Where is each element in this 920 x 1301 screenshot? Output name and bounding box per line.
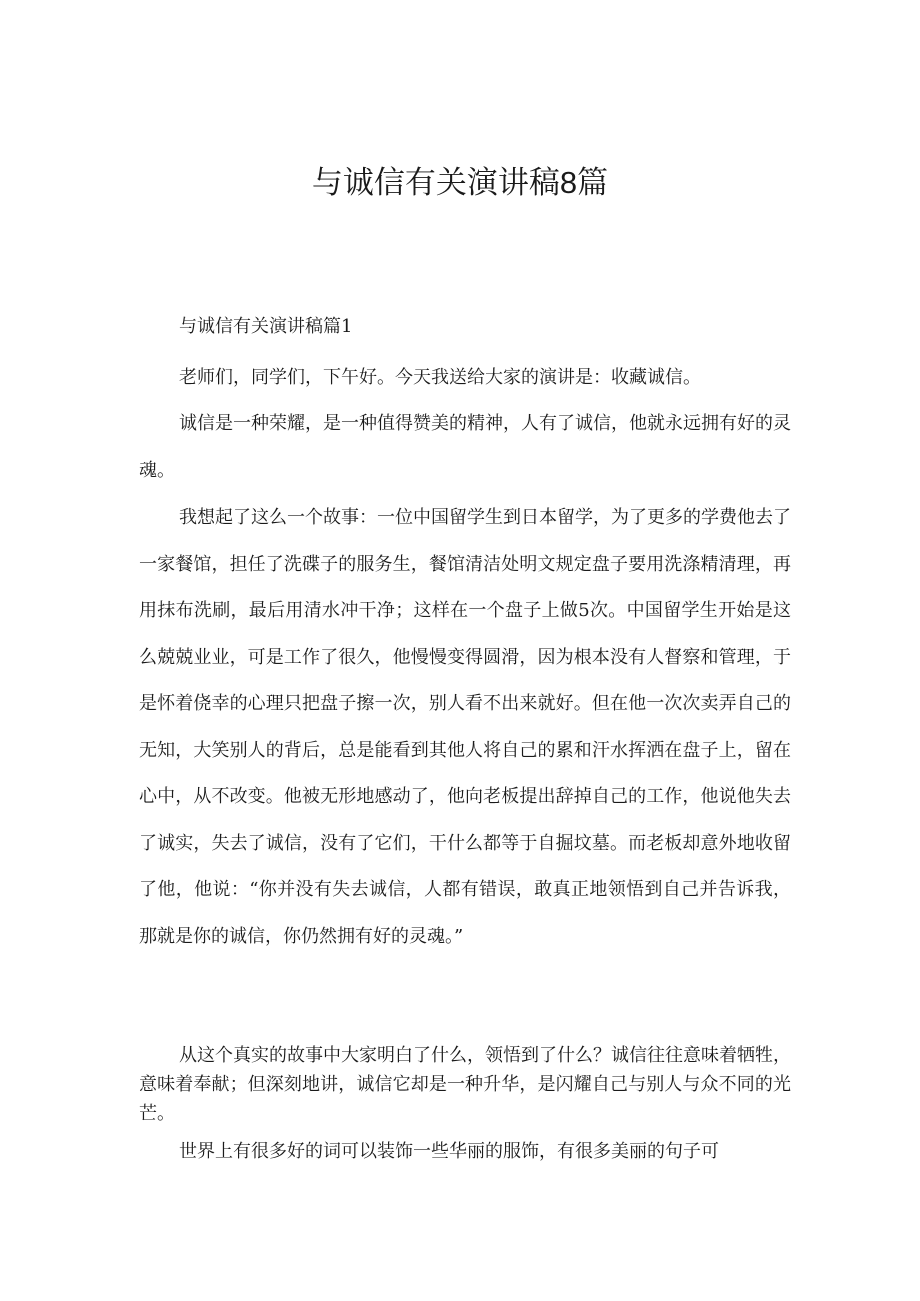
paragraph-greeting: 老师们，同学们，下午好。今天我送给大家的演讲是：收藏诚信。 [179,367,701,388]
paragraph-reflection: 从这个真实的故事中大家明白了什么，领悟到了什么？诚信往往意味着牺牲，意味着奉献；但深刻地讲，诚信它却是一种升华，是闪耀自己与别人与众不同的光芒。 [139,1045,791,1124]
document-title: 与诚信有关演讲稿8篇 [311,165,609,200]
section-heading: 与诚信有关演讲稿篇1 [179,316,353,337]
paragraph-definition: 诚信是一种荣耀，是一种值得赞美的精神，人有了诚信，他就永远拥有好的灵魂。 [139,413,791,481]
paragraph-story: 我想起了这么一个故事：一位中国留学生到日本留学，为了更多的学费他去了一家餐馆，担任了洗碟子的服务生，餐馆清洁处明文规定盘子要用洗涤精清理，再用抹布洗刷，最后用清水冲干净；这样在一个盘子上做5次。中国留学生开始是这么兢兢业业，可是工作了很久，他慢慢变得圆滑，因为根本没有人督察和管理，于是怀着侥幸的心理只把盘子擦一次，别人看不出来就好。但在他一次次卖弄自己的无知，大笑别人的背后，总是能看到其他人将自己的累和汗水挥洒在盘子上，留在心中，从不改变。他被无形地感动了，他向老板提出辞掉自己的工作，他说他失去了诚实，失去了诚信，没有了它们，干什么都等于自掘坟墓。而老板却意外地收留了他，他说：“你并没有失去诚信，人都有错误，敢真正地领悟到自己并告诉我，那就是你的诚信，你仍然拥有好的灵魂。” [139,507,791,947]
paragraph-closing-fragment: 世界上有很多好的词可以装饰一些华丽的服饰，有很多美丽的句子可 [179,1141,719,1162]
